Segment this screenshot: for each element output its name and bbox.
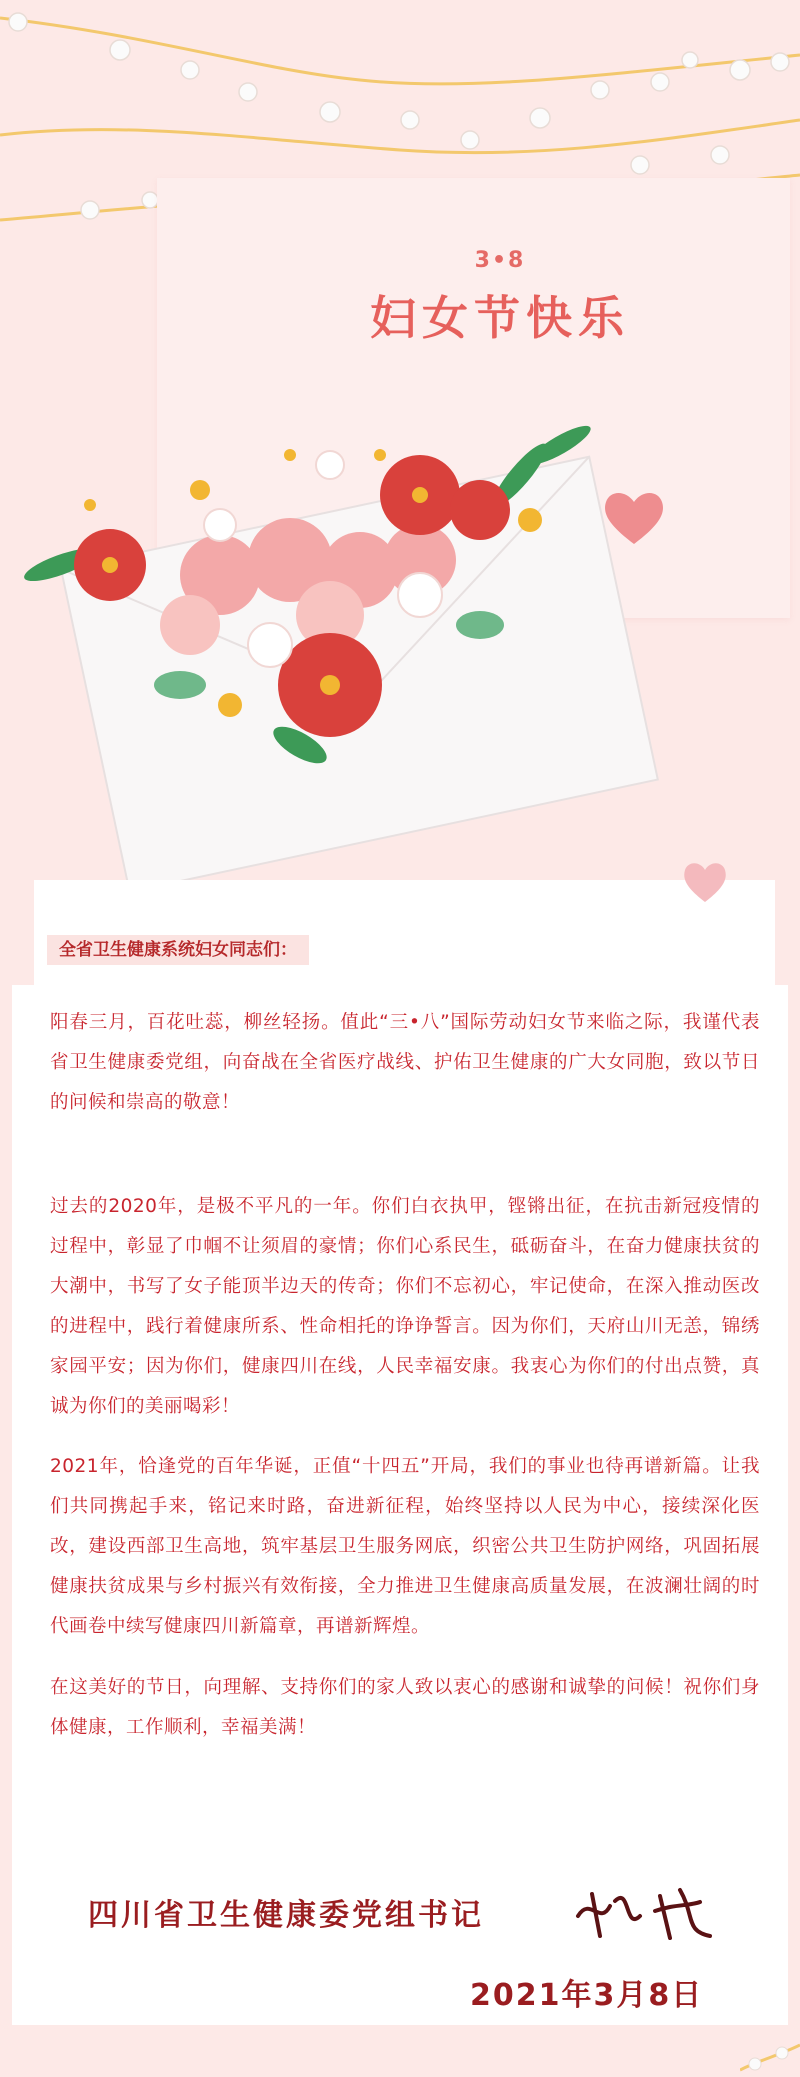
letter-paragraph: 过去的2020年，是极不平凡的一年。你们白衣执甲，铿锵出征，在抗击新冠疫情的过程中，彰显了巾帼不让须眉的豪情；你们心系民生，砥砺奋斗，在奋力健康扶贫的大潮中，书写了女子能顶半边天的传奇；你们不忘初心，牢记使命，在深入推动医改的进程中，践行着健康所系、性命相托的诤诤誓言。因为你们，天府山川无恙，锦绣家园平安；因为你们，健康四川在线，人民幸福安康。我衷心为你们的付出点赞，真诚为你们的美丽喝彩！ [50,1196,760,1417]
signature-title: 四川省卫生健康委党组书记 [88,1898,484,1933]
hero-main-title: 妇女节快乐 [370,291,630,345]
envelope-with-flowers-icon [0,395,800,895]
hero-small-title: 3•8 [474,248,526,273]
string-lights-corner-icon [740,2040,800,2077]
heart-icon [600,488,668,548]
letter-paragraph: 在这美好的节日，向理解、支持你们的家人致以衷心的感谢和诚挚的问候！祝你们身体健康，工作顺利，幸福美满！ [50,1677,760,1738]
letter-paragraph: 2021年，恰逢党的百年华诞，正值“十四五”开局，我们的事业也待再谱新篇。让我们共同携起手来，铭记来时路，奋进新征程，始终坚持以人民为中心，接续深化医改，建设西部卫生高地，筑牢基层卫生服务网底，织密公共卫生防护网络，巩固拓展健康扶贫成果与乡村振兴有效衔接，全力推进卫生健康高质量发展，在波澜壮阔的时代画卷中续写健康四川新篇章，再谱新辉煌。 [50,1456,760,1637]
handwritten-signature [570,1876,730,1946]
letter-date: 2021年3月8日 [470,1978,704,2013]
letter-paragraph: 阳春三月，百花吐蕊，柳丝轻扬。值此“三•八”国际劳动妇女节来临之际，我谨代表省卫生健康委党组，向奋战在全省医疗战线、护佑卫生健康的广大女同胞，致以节日的问候和崇高的敬意！ [50,1012,760,1113]
hero-banner [0,0,800,880]
small-heart-icon [680,858,730,906]
letter-salutation: 全省卫生健康系统妇女同志们： [47,935,309,965]
